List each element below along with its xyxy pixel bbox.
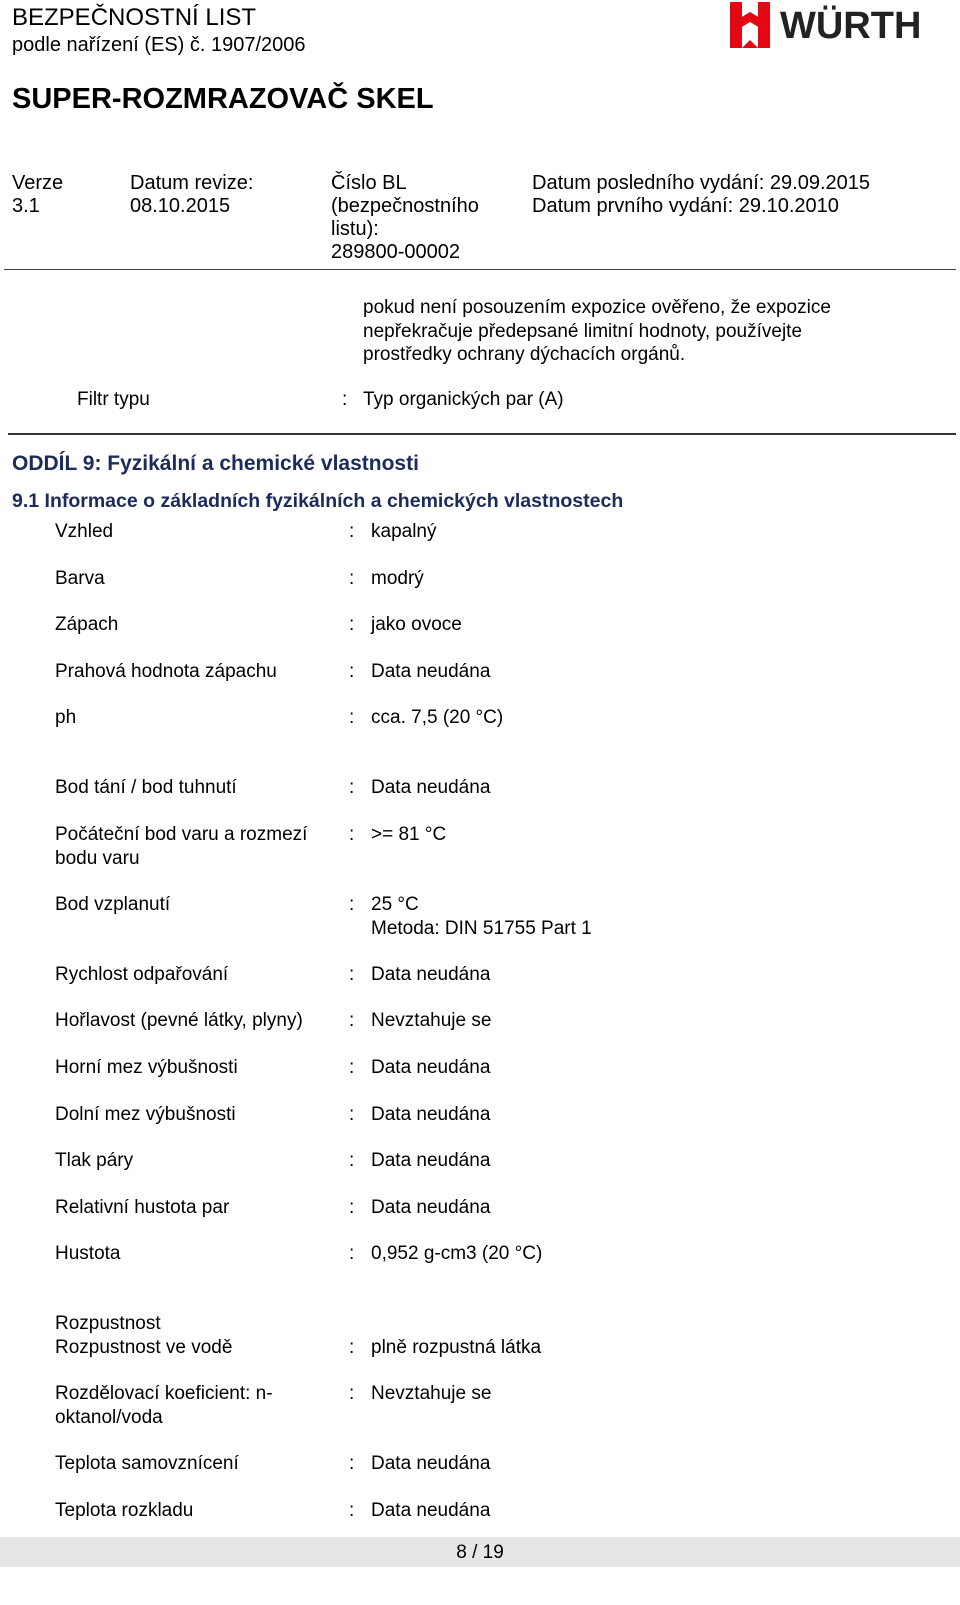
filter-type-label: Filtr typu xyxy=(77,389,150,410)
wurth-logo xyxy=(730,0,956,52)
property-label: Teplota rozkladu xyxy=(55,1500,194,1521)
sds-number-value: 289800-00002 xyxy=(331,241,461,263)
property-value: modrý xyxy=(371,568,424,589)
last-issue-date: Datum posledního vydání: 29.09.2015 xyxy=(532,172,871,194)
property-value: kapalný xyxy=(371,521,437,542)
row-colon: : xyxy=(349,1197,355,1218)
property-label: Rozpustnost Rozpustnost ve vodě xyxy=(55,1313,233,1358)
property-value: Data neudána xyxy=(371,1104,491,1125)
filter-type-value: Typ organických par (A) xyxy=(363,389,564,410)
property-label: Relativní hustota par xyxy=(55,1197,230,1218)
subsection-title: 9.1 Informace o základních fyzikálních a chemických vlastnostech xyxy=(12,490,624,512)
row-colon: : xyxy=(349,964,355,985)
row-colon: : xyxy=(349,1336,355,1358)
property-label: Hustota xyxy=(55,1243,121,1264)
section-title: ODDÍL 9: Fyzikální a chemické vlastnosti xyxy=(12,452,419,475)
section-divider xyxy=(8,433,956,435)
property-label: Barva xyxy=(55,568,105,589)
property-value: Data neudána xyxy=(371,1453,491,1474)
sds-number-line: listu): xyxy=(331,218,379,240)
document-title: BEZPEČNOSTNÍ LIST xyxy=(12,4,257,31)
respiratory-protection-text: pokud není posouzením expozice ověřeno, že expozice nepřekračuje předepsané limitní hodnoty, používejte prostředky ochrany dýchacích orgánů. xyxy=(363,297,831,365)
row-colon: : xyxy=(349,614,355,635)
header-divider xyxy=(4,269,956,270)
row-colon: : xyxy=(349,568,355,589)
property-value: 25 °C Metoda: DIN 51755 Part 1 xyxy=(371,894,592,939)
row-colon: : xyxy=(349,1104,355,1125)
row-colon: : xyxy=(349,1500,355,1521)
property-value: Data neudána xyxy=(371,661,491,682)
first-issue-date: Datum prvního vydání: 29.10.2010 xyxy=(532,195,839,217)
version-label: Verze xyxy=(12,172,64,194)
property-label: Vzhled xyxy=(55,521,114,542)
row-colon: : xyxy=(349,1057,355,1078)
regulation-reference: podle nařízení (ES) č. 1907/2006 xyxy=(12,34,306,56)
row-colon: : xyxy=(342,389,348,410)
row-colon: : xyxy=(349,707,355,728)
row-colon: : xyxy=(349,521,355,542)
property-label: Dolní mez výbušnosti xyxy=(55,1104,236,1125)
property-value: Data neudána xyxy=(371,964,491,985)
wurth-logo-mark xyxy=(730,2,770,48)
property-label: Hořlavost (pevné látky, plyny) xyxy=(55,1010,303,1031)
sds-number-line: (bezpečnostního xyxy=(331,195,479,217)
property-value: Data neudána xyxy=(371,777,491,798)
logo-text: WÜRTH xyxy=(780,5,922,47)
page-number: 8 / 19 xyxy=(456,1542,504,1563)
property-label: Horní mez výbušnosti xyxy=(55,1057,238,1078)
property-label: Počáteční bod varu a rozmezí bodu varu xyxy=(55,824,308,869)
property-value: jako ovoce xyxy=(371,614,462,635)
property-value: cca. 7,5 (20 °C) xyxy=(371,707,504,728)
property-label: Rychlost odpařování xyxy=(55,964,229,985)
property-label: Bod tání / bod tuhnutí xyxy=(55,777,237,798)
property-value: plně rozpustná látka xyxy=(371,1336,542,1358)
row-colon: : xyxy=(349,661,355,682)
row-colon: : xyxy=(349,1453,355,1474)
property-value: Data neudána xyxy=(371,1150,491,1171)
row-colon: : xyxy=(349,777,355,798)
property-label: Teplota samovznícení xyxy=(55,1453,239,1474)
row-colon: : xyxy=(349,1010,355,1031)
row-colon: : xyxy=(349,824,355,845)
row-colon: : xyxy=(349,1243,355,1264)
property-label: Prahová hodnota zápachu xyxy=(55,661,277,682)
row-colon: : xyxy=(349,1150,355,1171)
property-label: Bod vzplanutí xyxy=(55,894,171,915)
property-label: Rozdělovací koeficient: n- oktanol/voda xyxy=(55,1383,273,1428)
property-value: Nevztahuje se xyxy=(371,1383,492,1404)
revision-value: 08.10.2015 xyxy=(130,195,231,217)
version-value: 3.1 xyxy=(12,195,40,217)
revision-label: Datum revize: xyxy=(130,172,254,194)
property-value: Data neudána xyxy=(371,1197,491,1218)
property-label: Tlak páry xyxy=(55,1150,134,1171)
product-name: SUPER-ROZMRAZOVAČ SKEL xyxy=(12,83,434,115)
property-value: 0,952 g-cm3 (20 °C) xyxy=(371,1243,543,1264)
sds-number-line: Číslo BL xyxy=(331,172,407,194)
row-colon: : xyxy=(349,894,355,915)
row-colon: : xyxy=(349,1383,355,1404)
property-value: Data neudána xyxy=(371,1057,491,1078)
property-value: Data neudána xyxy=(371,1500,491,1521)
property-value: >= 81 °C xyxy=(371,824,447,845)
property-label: Zápach xyxy=(55,614,119,635)
property-value: Nevztahuje se xyxy=(371,1010,492,1031)
property-label: ph xyxy=(55,707,77,728)
